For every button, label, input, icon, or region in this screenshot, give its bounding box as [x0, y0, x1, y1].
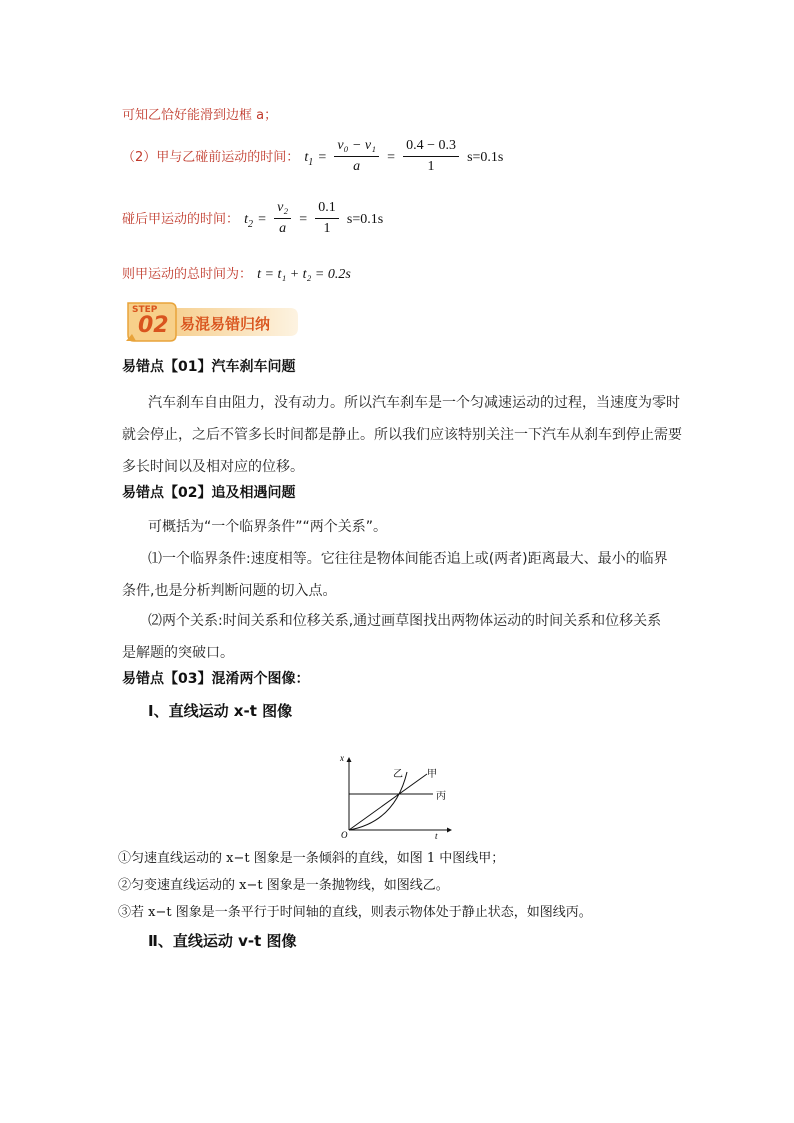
- step-number: 02: [138, 313, 169, 338]
- t-axis-label: t: [435, 831, 438, 841]
- section-02-item-2a: ⑵两个关系:时间关系和位移关系,通过画草图找出两物体运动的时间关系和位移关系: [148, 613, 662, 629]
- fraction-v0-v1-over-a: $\frac{\text{v₀ − v₁}}{a}$: [334, 138, 379, 175]
- section-03-heading: 易错点【03】混淆两个图像：: [122, 671, 310, 687]
- section-02-item-2b: 是解题的突破口。: [122, 645, 234, 661]
- banner-title: 易混易错归纳: [180, 315, 271, 333]
- solution-line-2: （2）甲与乙碰前运动的时间： $t_1$ = $\frac{\text{v₀ − v₁}}{a}$ = $\frac{0.4 - 0.3}{1}$ s=0.1s: [122, 138, 504, 174]
- x-axis-label: x: [340, 753, 344, 763]
- fraction-v2-over-a: $\frac{\text{v₂}}{a}$: [274, 200, 291, 237]
- section-01-para-1: 汽车刹车自由阻力，没有动力。所以汽车刹车是一个匀减速运动的过程，当速度为零时: [148, 395, 680, 411]
- section-03-subheading-2: Ⅱ、直线运动 v-t 图像: [148, 932, 297, 950]
- section-02-item-1b: 条件,也是分析判断问题的切入点。: [122, 583, 337, 599]
- section-01-heading: 易错点【01】汽车刹车问题: [122, 359, 296, 375]
- fraction-values: $\frac{0.4 - 0.3}{1}$: [403, 138, 459, 175]
- solution-line-1: 可知乙恰好能滑到边框 a；: [122, 108, 278, 123]
- label-yi: 乙: [393, 769, 403, 780]
- solution-line-3: 碰后甲运动的时间： $t_2$ = $\frac{\text{v₂}}{a}$ = $\frac{0.1}{1}$ s=0.1s: [122, 200, 384, 236]
- t-axis-arrow: [447, 828, 452, 833]
- bullet-1: ①匀速直线运动的 x−t 图象是一条倾斜的直线，如图 1 中图线甲；: [118, 851, 505, 866]
- solution-line-4: 则甲运动的总时间为： t = t₁ + t₂ = 0.2s: [122, 267, 351, 282]
- step-label: STEP: [132, 305, 158, 315]
- section-02-intro: 可概括为“一个临界条件”“两个关系”。: [148, 519, 388, 535]
- section-01-para-2: 就会停止，之后不管多长时间都是静止。所以我们应该特别关注一下汽车从刹车到停止需要: [122, 427, 682, 443]
- bullet-2: ②匀变速直线运动的 x−t 图象是一条抛物线，如图线乙。: [118, 878, 449, 893]
- x-axis-arrow: [347, 757, 352, 762]
- step-banner: [122, 301, 298, 343]
- label-bing: 丙: [436, 791, 446, 802]
- label-jia: 甲: [427, 769, 437, 780]
- fraction-values-2: $\frac{0.1}{1}$: [315, 200, 339, 237]
- section-01-para-3: 多长时间以及相对应的位移。: [122, 459, 304, 475]
- t1-symbol: $t_1$: [304, 150, 314, 168]
- curve-yi: [349, 772, 407, 830]
- origin-label: O: [341, 830, 348, 840]
- section-02-heading: 易错点【02】追及相遇问题: [122, 485, 296, 501]
- bullet-3: ③若 x−t 图象是一条平行于时间轴的直线，则表示物体处于静止状态，如图线丙。: [118, 905, 592, 920]
- section-03-subheading-1: Ⅰ、直线运动 x-t 图像: [148, 702, 293, 720]
- xt-graph: [335, 752, 455, 842]
- section-02-item-1a: ⑴一个临界条件:速度相等。它往往是物体间能否追上或(两者)距离最大、最小的临界: [148, 551, 668, 567]
- line-jia: [349, 774, 427, 830]
